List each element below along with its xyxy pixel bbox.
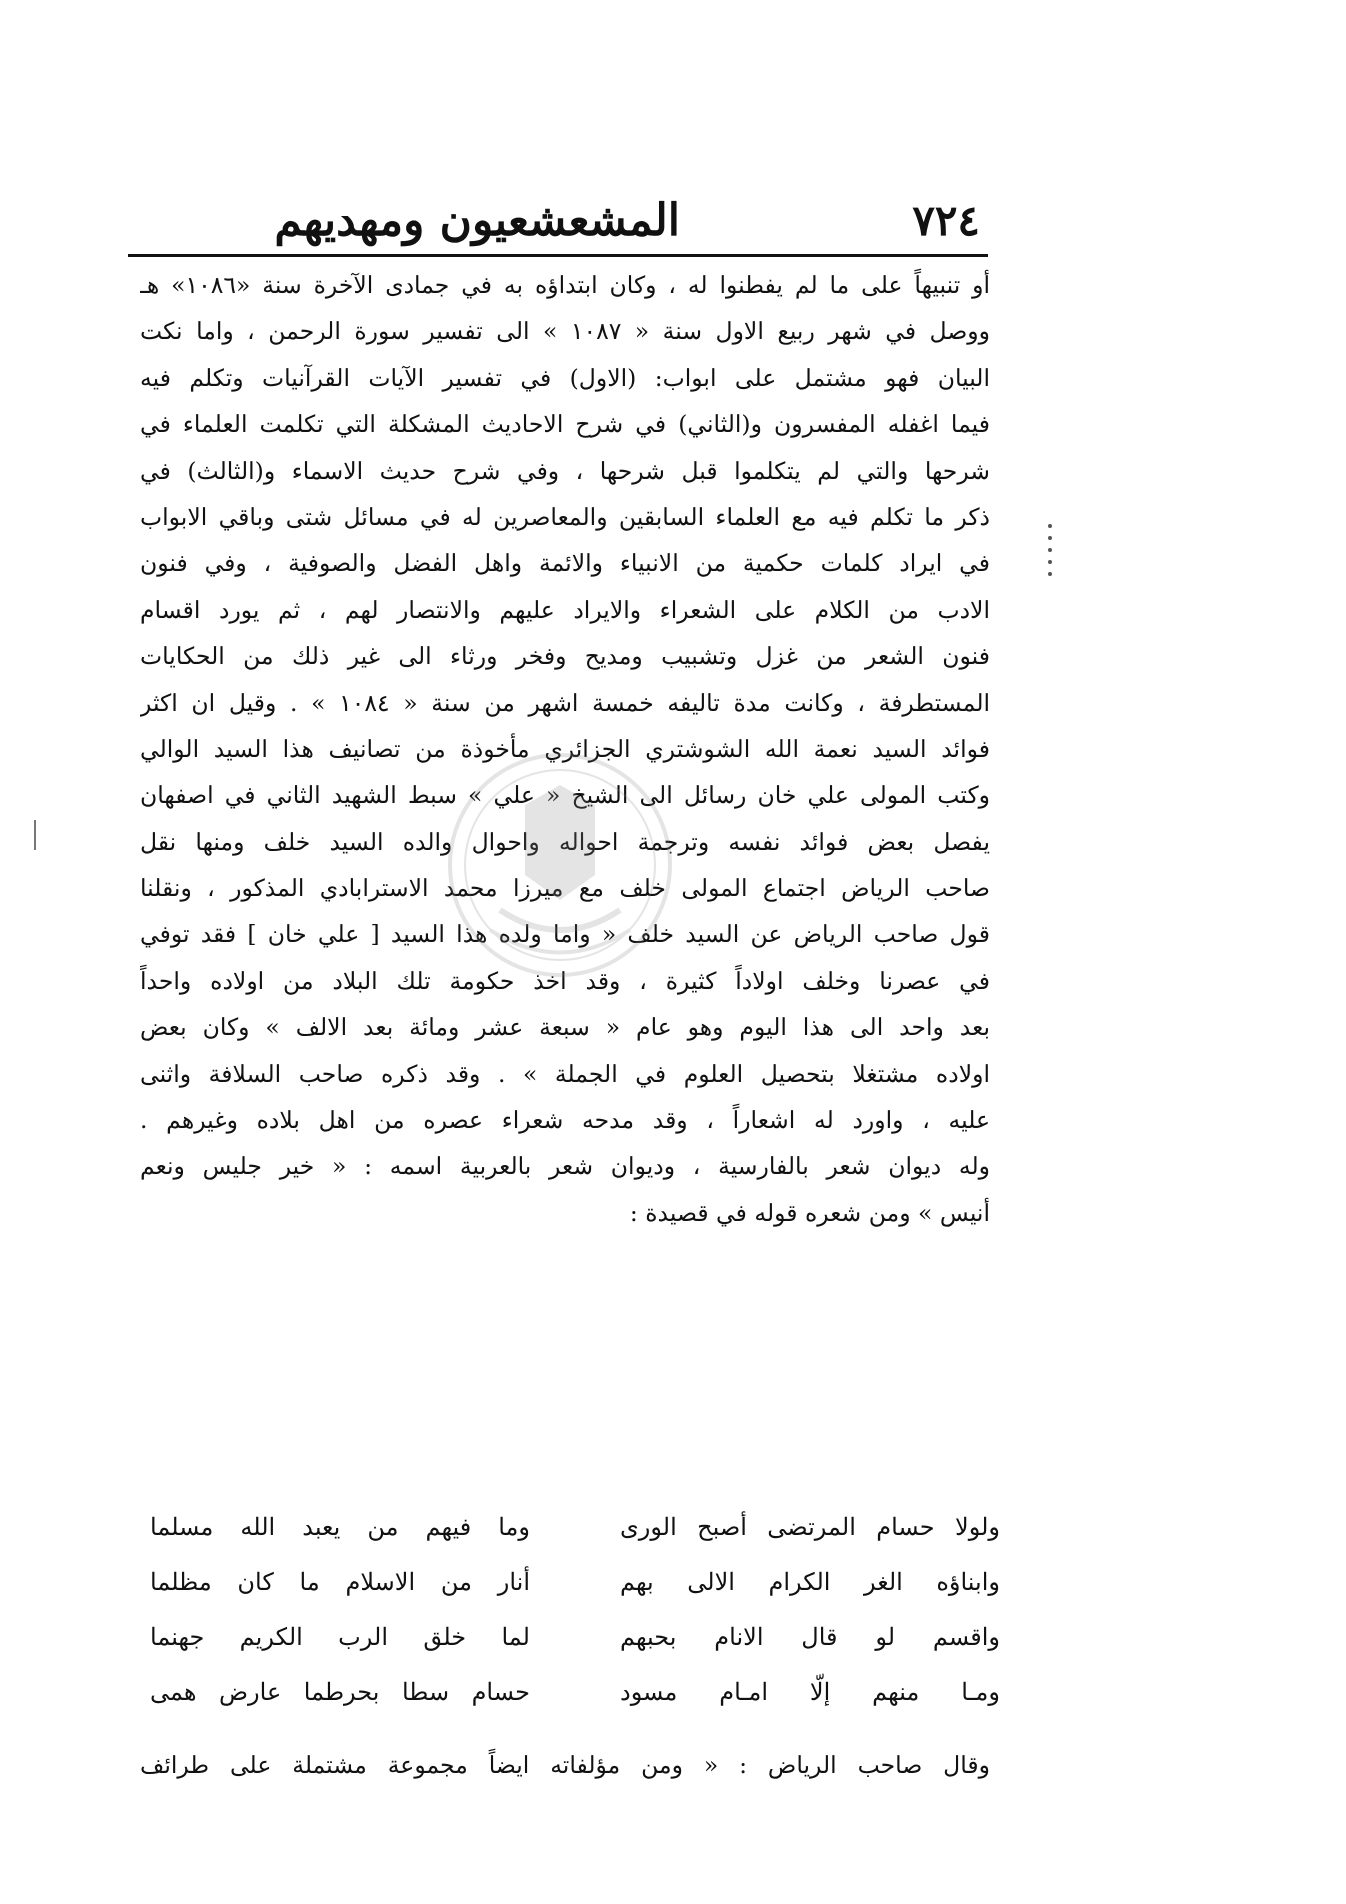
- verse: [150, 1500, 1000, 1555]
- page-number: ٧٢٤: [912, 196, 980, 245]
- verse-first-hemistich: واقسم لو قال الانام بحبهم: [620, 1623, 1000, 1651]
- verse-first-hemistich: وابناؤه الغر الكرام الالى بهم: [620, 1568, 1000, 1596]
- text-line: ووصل في شهر ربيع الاول سنة « ١٠٨٧ » الى تفسير سورة الرحمن ، واما نكت: [140, 317, 990, 346]
- verse: [150, 1665, 1000, 1720]
- verse-second-hemistich: أنار من الاسلام ما كان مظلما: [150, 1568, 530, 1596]
- text-line: بعد واحد الى هذا اليوم وهو عام « سبعة عشر ومائة بعد الالف » وكان بعض: [140, 1013, 990, 1042]
- verse-second-hemistich: حسام سطا بحرطما عارض همى: [150, 1678, 530, 1706]
- text-line: فيما اغفله المفسرون و(الثاني) في شرح الاحاديث المشكلة التي تكلمت العلماء في: [140, 410, 990, 439]
- text-line: أو تنبيهاً على ما لم يفطنوا له ، وكان ابتداؤه به في جمادى الآخرة سنة «١٠٨٦» هـ: [140, 271, 990, 299]
- text-line: شرحها والتي لم يتكلموا قبل شرحها ، وفي شرح حديث الاسماء و(الثالث) في: [140, 456, 990, 485]
- body-text: [140, 262, 990, 1236]
- text-line: اولاده مشتغلا بتحصيل العلوم في الجملة » . وقد ذكره صاحب السلافة واثنى: [140, 1059, 990, 1088]
- verse-first-hemistich: ولولا حسام المرتضى أصبح الورى: [620, 1513, 1000, 1541]
- running-title: المشعشعيون ومهديهم: [274, 195, 680, 246]
- text-line: الادب من الكلام على الشعراء والايراد عليهم والانتصار لهم ، ثم يورد اقسام: [140, 595, 990, 624]
- verse-second-hemistich: لما خلق الرب الكريم جهنما: [150, 1623, 530, 1651]
- text-line: فنون الشعر من غزل وتشبيب ومديح وفخر ورثاء الى غير ذلك من الحكايات: [140, 642, 990, 671]
- text-line: يفصل بعض فوائد نفسه وترجمة احواله واحوال والده السيد خلف ومنها نقل: [140, 827, 990, 856]
- text-line: أنيس » ومن شعره قوله في قصيدة :: [629, 1198, 990, 1227]
- verse: [150, 1610, 1000, 1665]
- poem-verses: [150, 1500, 1000, 1720]
- closing-text-line: وقال صاحب الرياض : « ومن مؤلفاته ايضاً مجموعة مشتملة على طرائف: [140, 1751, 990, 1779]
- text-line: في ايراد كلمات حكمية من الانبياء والائمة واهل الفضل والصوفية ، وفي فنون: [140, 549, 990, 578]
- text-line: المستطرفة ، وكانت مدة تاليفه خمسة اشهر من سنة « ١٠٨٤ » . وقيل ان اكثر: [140, 688, 990, 717]
- verse-second-hemistich: وما فيهم من يعبد الله مسلما: [150, 1513, 530, 1541]
- page-edge-mark: [30, 820, 40, 850]
- text-line: قول صاحب الرياض عن السيد خلف « واما ولده هذا السيد [ علي خان ] فقد توفي: [140, 920, 990, 949]
- text-line: صاحب الرياض اجتماع المولى خلف مع ميرزا محمد الاسترابادي المذكور ، ونقلنا: [140, 874, 990, 903]
- text-line: البيان فهو مشتمل على ابواب: (الاول) في تفسير الآيات القرآنيات وتكلم فيه: [140, 363, 990, 392]
- verse: [150, 1555, 1000, 1610]
- text-line: وله ديوان شعر بالفارسية ، وديوان شعر بالعربية اسمه : « خير جليس ونعم: [140, 1152, 990, 1181]
- text-line: فوائد السيد نعمة الله الشوشتري الجزائري مأخوذة من تصانيف هذا السيد الوالي: [140, 734, 990, 763]
- text-line: في عصرنا وخلف اولاداً كثيرة ، وقد اخذ حكومة تلك البلاد من اولاده واحداً: [140, 966, 990, 995]
- text-line: عليه ، واورد له اشعاراً ، وقد مدحه شعراء عصره من اهل بلاده وغيرهم .: [140, 1106, 990, 1135]
- header-rule: [128, 254, 988, 257]
- verse-first-hemistich: ومـا منهم إلّا امـام مسود: [620, 1678, 1000, 1706]
- text-line: ذكر ما تكلم فيه مع العلماء السابقين والمعاصرين له في مسائل شتى وباقي الابواب: [140, 502, 990, 531]
- margin-mark: [1040, 520, 1060, 580]
- text-line: وكتب المولى علي خان رسائل الى الشيخ « علي » سبط الشهيد الثاني في اصفهان: [140, 781, 990, 810]
- page-header: [130, 190, 980, 252]
